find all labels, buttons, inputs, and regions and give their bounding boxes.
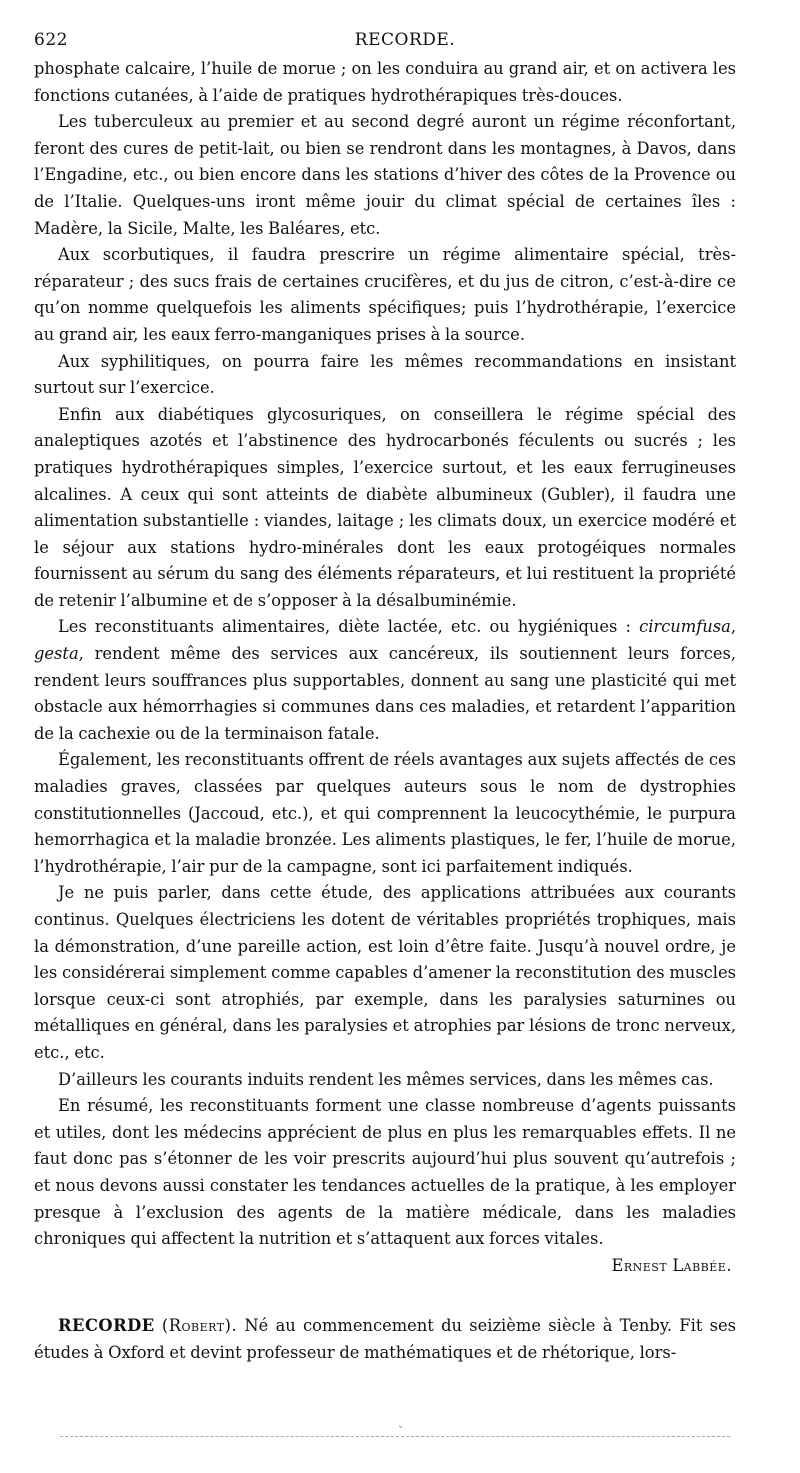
- entry-forename: (Robert).: [161, 1316, 238, 1336]
- paragraph-diabetiques: Enfin aux diabétiques glycosuriques, on conseillera le régime spécial des analeptiques azotés et l’abstinence des hydrocarbonés féculents ou sucrés ; les pratiques hydrothérapiques simples, l’exercice surtout, et les eaux ferrugineuses alcalines. A ceux qui sont atteints de diabète albumineux (Gubler), il faudra une alimentation substantielle : viandes, laitage ; les climats doux, un exercice modéré et le séjour aux stations hydro-minérales dont les eaux protogéiques normales fournissent au sérum du sang des éléments réparateurs, et lui restituent la propriété de retenir l’albumine et de s’opposer à la désalbuminémie.: [34, 404, 736, 610]
- paragraph-courants-induits: D’ailleurs les courants induits rendent les mêmes services, dans les mêmes cas.: [58, 1069, 714, 1089]
- paragraph-continuation: phosphate calcaire, l’huile de morue ; on les conduira au grand air, et on activera les fonctions cutanées, à l’aide de pratiques hydrothérapiques très-douces.: [34, 59, 736, 105]
- paragraph-resume: En résumé, les reconstituants forment une classe nombreuse d’agents puissants et utiles, dont les médecins apprécient de plus en plus les remarquables effets. Il ne faut donc pas s’étonner de les voir prescrits aujourd’hui plus souvent qu’autrefois ; et nous devons aussi constater les tendances actuelles de la pratique, à les employer presque à l’exclusion des agents de la matière médicale, dans les maladies chroniques qui affectent la nutrition et s’attaquent aux forces vitales.: [34, 1096, 736, 1249]
- author-name: Ernest Labbée.: [611, 1255, 732, 1275]
- section-gap: [34, 1279, 736, 1313]
- text-run: Les reconstituants alimentaires, diète lactée, etc. ou hygiéniques :: [58, 617, 640, 637]
- paragraph-syphilitiques: Aux syphilitiques, on pourra faire les mêmes recommandations en insistant surtout sur l’exercice.: [34, 351, 736, 398]
- paragraph-courants-continus: Je ne puis parler, dans cette étude, des applications attribuées aux courants continus. Quelques électriciens les dotent de véritables propriétés trophiques, mais la démonstration, d’une pareille action, est loin d’être faite. Jusqu’à nouvel ordre, je les considérerai simplement comme capables d’amener la reconstitution des muscles lorsque ceux-ci sont atrophiés, par exemple, dans les paralysies saturnines ou métalliques en général, dans les paralysies et atrophies par lésions de tronc nerveux, etc., etc.: [34, 883, 736, 1062]
- text-run: , rendent même des services aux cancéreux, ils soutiennent leurs forces, rendent leurs souffrances plus supportables, donnent au sang une plasticité qui met obstacle aux hémorrhagies si communes dans ces maladies, et retardent l’apparition de la cachexie ou de la terminaison fatale.: [34, 644, 736, 743]
- running-head: [34, 30, 736, 56]
- author-signature: [34, 1253, 736, 1280]
- running-title: RECORDE.: [354, 30, 456, 50]
- article-body: [34, 56, 736, 1367]
- paragraph-scorbutiques: Aux scorbutiques, il faudra prescrire un régime alimentaire spécial, très-réparateur ; des sucs frais de certaines crucifères, et du jus de citron, c’est-à-dire ce qu’on nomme quelquefois les aliments spécifiques; puis l’hydrothérapie, l’exercice au grand air, les eaux ferro-manganiques prises à la source.: [34, 245, 736, 344]
- entry-text: Né au commencement du seizième siècle à Tenby. Fit ses études à Oxford et devint professeur de mathématiques et de rhétorique, lors-: [34, 1316, 736, 1362]
- italic-term: gesta: [34, 644, 79, 664]
- paragraph-dystrophies: Également, les reconstituants offrent de réels avantages aux sujets affectés de ces maladies graves, classées par quelques auteurs sous le nom de dystrophies constitutionnelles (Jaccoud, etc.), et qui comprennent la leucocythémie, le purpura hemorrhagica et la maladie bronzée. Les aliments plastiques, le fer, l’huile de morue, l’hydrothérapie, l’air pur de la campagne, sont ici parfaitement indiqués.: [34, 750, 736, 876]
- italic-term: circumfusa: [639, 617, 731, 637]
- entry-recorde: [34, 1313, 736, 1366]
- footer-rule: [60, 1436, 730, 1437]
- entry-headword: RECORDE: [58, 1316, 155, 1336]
- dictionary-page: [34, 30, 736, 1367]
- paragraph-cancereux: [34, 614, 736, 747]
- footer-mark: ˅: [398, 1426, 403, 1437]
- page-number: 622: [34, 30, 68, 50]
- paragraph-tuberculeux: Les tuberculeux au premier et au second degré auront un régime réconfortant, feront des cures de petit-lait, ou bien se rendront dans les montagnes, à Davos, dans l’Engadine, etc., ou bien encore dans les stations d’hiver des côtes de la Provence ou de l’Italie. Quelques-uns iront même jouir du climat spécial de certaines îles : Madère, la Sicile, Malte, les Baléares, etc.: [34, 112, 736, 238]
- text-run: ,: [730, 617, 736, 637]
